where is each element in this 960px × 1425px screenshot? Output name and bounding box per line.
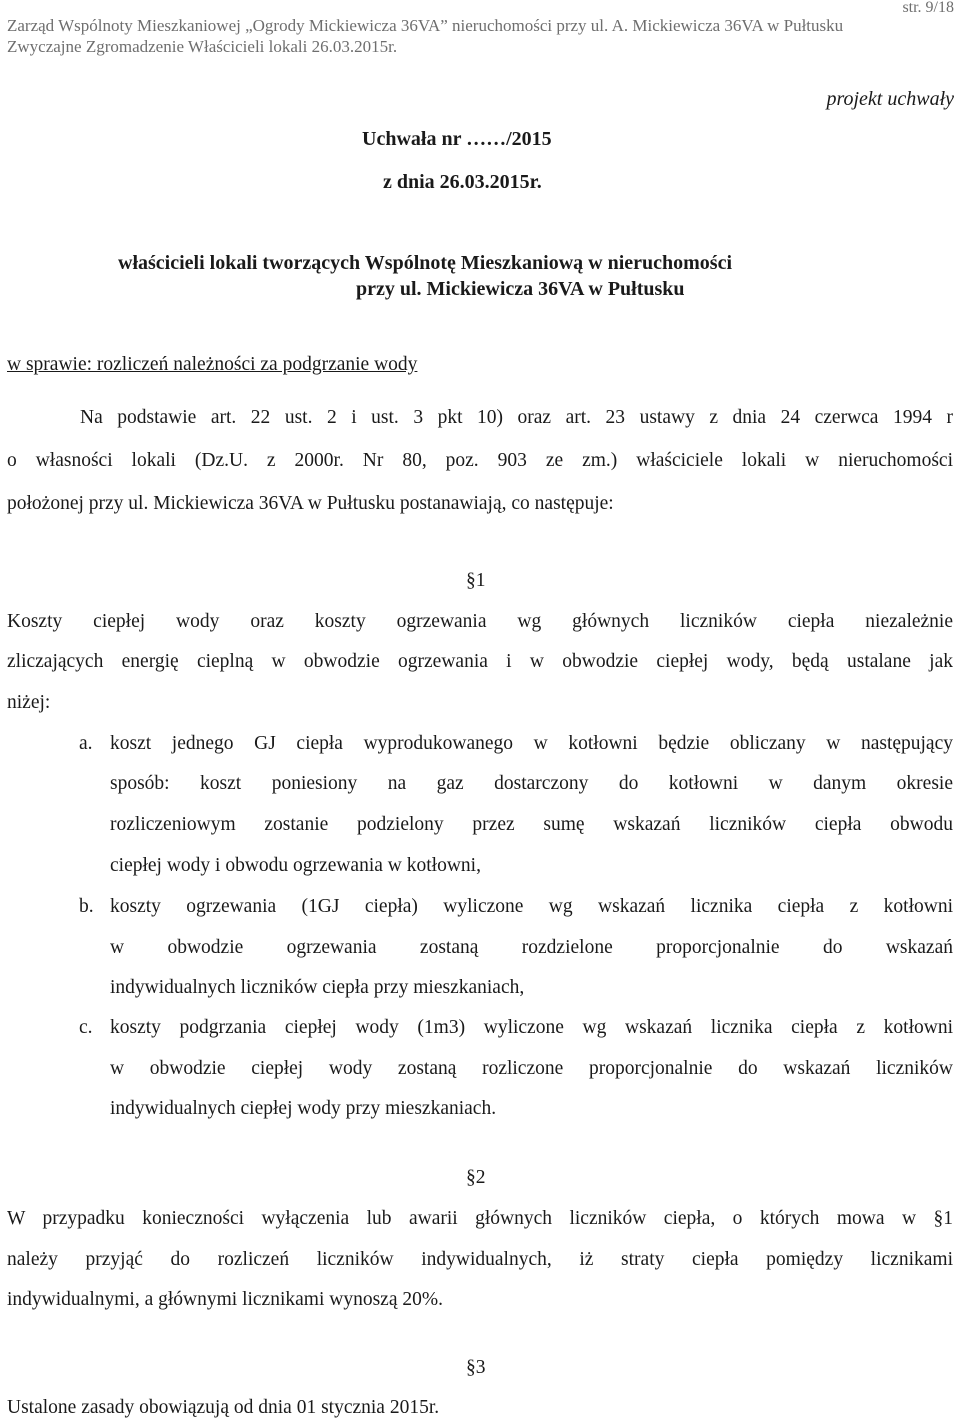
basis-line-2: o własności lokali (Dz.U. z 2000r. Nr 80, poz. 903 ze zm.) właściciele lokali w nieruchomości	[7, 450, 953, 471]
basis-line-3: położonej przy ul. Mickiewicza 36VA w Pułtusku postanawiają, co następuje:	[7, 493, 614, 514]
item-b-line: koszty ogrzewania (1GJ ciepła) wyliczone wg wskazań licznika ciepła z kotłowni	[110, 896, 953, 917]
item-a-marker: a.	[79, 733, 93, 754]
resolution-subject: w sprawie: rozliczeń należności za podgrzanie wody	[7, 354, 418, 375]
section-3-heading: §3	[466, 1357, 486, 1378]
item-c-line: koszty podgrzania ciepłej wody (1m3) wyliczone wg wskazań licznika ciepła z kotłowni	[110, 1017, 953, 1038]
section-2-heading: §2	[466, 1167, 486, 1188]
item-c-marker: c.	[79, 1017, 93, 1038]
owners-line-1: właścicieli lokali tworzących Wspólnotę Mieszkaniową w nieruchomości	[118, 252, 733, 274]
header-line-2: Zwyczajne Zgromadzenie Właścicieli lokali 26.03.2015r.	[7, 37, 398, 56]
item-b-line: w obwodzie ogrzewania zostaną rozdzielone proporcjonalnie do wskazań	[110, 937, 953, 958]
page-number: str. 9/18	[902, 0, 954, 16]
owners-line-2: przy ul. Mickiewicza 36VA w Pułtusku	[356, 278, 685, 300]
resolution-date: z dnia 26.03.2015r.	[383, 171, 542, 193]
resolution-number: Uchwała nr ……/2015	[362, 128, 552, 150]
section-3-line-1: Ustalone zasady obowiązują od dnia 01 stycznia 2015r.	[7, 1397, 440, 1418]
section-1-line-1: Koszty ciepłej wody oraz koszty ogrzewania wg głównych liczników ciepła niezależnie	[7, 611, 953, 632]
section-2-line-3: indywidualnymi, a głównymi licznikami wynoszą 20%.	[7, 1289, 443, 1310]
item-a-line: koszt jednego GJ ciepła wyprodukowanego w kotłowni będzie obliczany w następujący	[110, 733, 953, 754]
draft-label: projekt uchwały	[826, 88, 954, 110]
item-a-line: sposób: koszt poniesiony na gaz dostarczony do kotłowni w danym okresie	[110, 773, 953, 794]
section-1-heading: §1	[466, 570, 486, 591]
item-a-line: rozliczeniowym zostanie podzielony przez sumę wskazań liczników ciepła obwodu	[110, 814, 953, 835]
item-a-line: ciepłej wody i obwodu ogrzewania w kotłowni,	[110, 855, 481, 876]
item-c-line: w obwodzie ciepłej wody zostaną rozliczone proporcjonalnie do wskazań liczników	[110, 1058, 953, 1079]
item-c-line: indywidualnych ciepłej wody przy mieszkaniach.	[110, 1098, 497, 1119]
basis-line-1: Na podstawie art. 22 ust. 2 i ust. 3 pkt 10) oraz art. 23 ustawy z dnia 24 czerwca 1994 r	[80, 407, 953, 428]
section-1-line-3: niżej:	[7, 692, 51, 713]
item-b-marker: b.	[79, 896, 94, 917]
section-2-line-1: W przypadku konieczności wyłączenia lub awarii głównych liczników ciepła, o których mowa w §1	[7, 1208, 953, 1229]
section-2-line-2: należy przyjąć do rozliczeń liczników indywidualnych, iż straty ciepła pomiędzy licznikami	[7, 1249, 953, 1270]
header-line-1: Zarząd Wspólnoty Mieszkaniowej „Ogrody Mickiewicza 36VA” nieruchomości przy ul. A. Mickiewicza 36VA w Pułtusku	[7, 16, 844, 35]
item-b-line: indywidualnych liczników ciepła przy mieszkaniach,	[110, 977, 525, 998]
section-1-line-2: zliczających energię cieplną w obwodzie ogrzewania i w obwodzie ciepłej wody, będą ustalane jak	[7, 651, 953, 672]
